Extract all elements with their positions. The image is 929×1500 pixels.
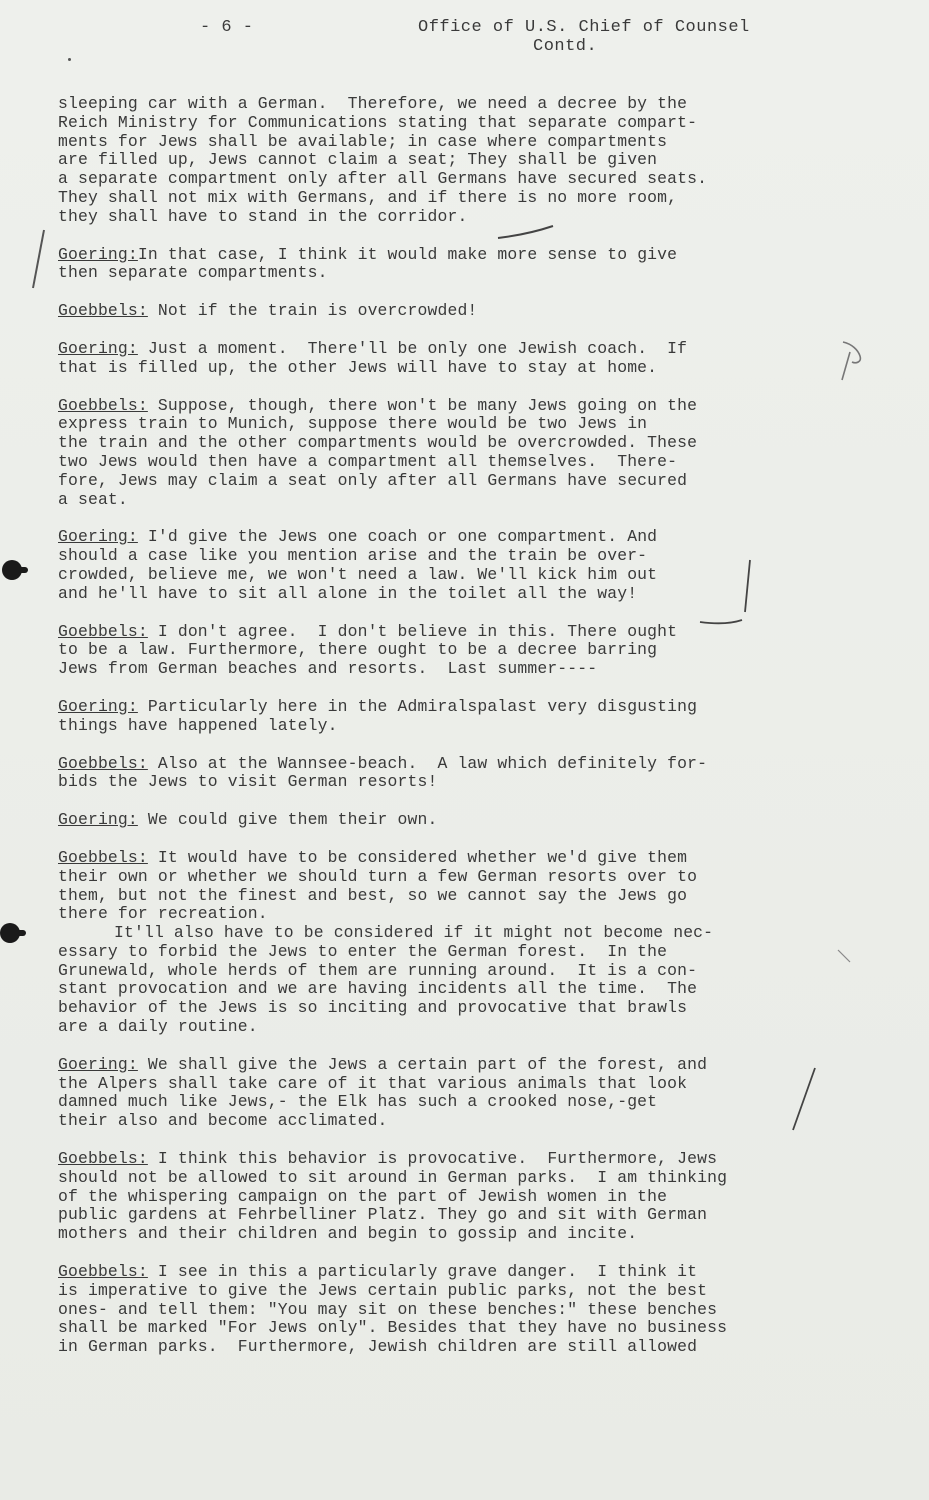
speaker-name: Goebbels: <box>58 301 148 321</box>
text-line: then separate compartments. <box>58 263 328 283</box>
transcript-paragraph <box>58 623 848 679</box>
text-line: ments for Jews shall be available; in case where compartments <box>58 131 668 151</box>
text-line: a seat. <box>58 489 128 509</box>
text-line: their own or whether we should turn a few German resorts over to <box>58 866 698 886</box>
page-number: - 6 - <box>200 18 254 37</box>
page-header <box>0 18 929 68</box>
punch-hole <box>2 560 22 580</box>
speaker-name: Goebbels: <box>58 621 148 641</box>
pencil-margin-line <box>33 230 44 288</box>
text-line: should not be allowed to sit around in German parks. I am thinking <box>58 1167 728 1187</box>
text-line: We could give them their own. <box>137 810 438 830</box>
transcript-body <box>58 95 848 1376</box>
speaker-name: Goebbels: <box>58 847 148 867</box>
text-line: Suppose, though, there won't be many Jews going on the <box>147 395 698 415</box>
text-line: essary to forbid the Jews to enter the German forest. In the <box>58 941 668 961</box>
transcript-paragraph <box>58 811 848 830</box>
text-line: to be a law. Furthermore, there ought to be a decree barring <box>58 640 658 660</box>
text-line: It'll also have to be considered if it might not become nec- <box>114 923 714 943</box>
text-line: is imperative to give the Jews certain public parks, not the best <box>58 1280 708 1300</box>
text-line: of the whispering campaign on the part of Jewish women in the <box>58 1186 668 1206</box>
transcript-paragraph <box>58 397 848 510</box>
text-line: ones- and tell them: "You may sit on these benches:" these benches <box>58 1299 718 1319</box>
speaker-name: Goering: <box>58 696 138 716</box>
speaker-name: Goebbels: <box>58 1262 148 1282</box>
text-line: sleeping car with a German. Therefore, we need a decree by the <box>58 94 688 113</box>
text-line: are a daily routine. <box>58 1017 258 1037</box>
text-line: They shall not mix with Germans, and if there is no more room, <box>58 187 678 207</box>
text-line: Reich Ministry for Communications stating that separate compart- <box>58 112 698 132</box>
text-line: We shall give the Jews a certain part of the forest, and <box>137 1054 708 1074</box>
text-line: in German parks. Furthermore, Jewish children are still allowed <box>58 1337 698 1357</box>
text-line: they shall have to stand in the corridor. <box>58 206 468 226</box>
stray-mark <box>68 58 71 61</box>
text-line: express train to Munich, suppose there would be two Jews in <box>58 414 648 434</box>
transcript-paragraph <box>58 698 848 736</box>
text-line: their also and become acclimated. <box>58 1111 388 1131</box>
text-line: Particularly here in the Admiralspalast very disgusting <box>137 696 698 716</box>
transcript-paragraph <box>58 95 848 227</box>
transcript-paragraph <box>58 1150 848 1244</box>
text-line: Jews from German beaches and resorts. Last summer---- <box>58 659 598 679</box>
text-line: and he'll have to sit all alone in the toilet all the way! <box>58 583 638 603</box>
text-line: crowded, believe me, we won't need a law. We'll kick him out <box>58 564 658 584</box>
transcript-paragraph <box>58 528 848 603</box>
text-line: I don't agree. I don't believe in this. There ought <box>147 621 678 641</box>
text-line: public gardens at Fehrbelliner Platz. They go and sit with German <box>58 1205 708 1225</box>
transcript-paragraph <box>58 340 848 378</box>
text-line: two Jews would then have a compartment all themselves. There- <box>58 451 678 471</box>
speaker-name: Goebbels: <box>58 1149 148 1169</box>
transcript-paragraph <box>58 849 848 1037</box>
speaker-name: Goering: <box>58 810 138 830</box>
speaker-name: Goebbels: <box>58 395 148 415</box>
transcript-paragraph <box>58 246 848 284</box>
text-line: In that case, I think it would make more sense to give <box>137 244 678 264</box>
text-line: Also at the Wannsee-beach. A law which definitely for- <box>147 753 708 773</box>
text-line: mothers and their children and begin to gossip and incite. <box>58 1224 638 1244</box>
text-line: the Alpers shall take care of it that various animals that look <box>58 1073 688 1093</box>
text-line: Grunewald, whole herds of them are running around. It is a con- <box>58 960 698 980</box>
transcript-paragraph <box>58 302 848 321</box>
text-line: that is filled up, the other Jews will have to stay at home. <box>58 357 658 377</box>
text-line: shall be marked "For Jews only". Besides that they have no business <box>58 1318 728 1338</box>
text-line: fore, Jews may claim a seat only after all Germans have secured <box>58 470 688 490</box>
text-line: It would have to be considered whether we'd give them <box>147 847 688 867</box>
text-line: I see in this a particularly grave danger. I think it <box>147 1262 698 1282</box>
text-line: damned much like Jews,- the Elk has such a crooked nose,-get <box>58 1092 658 1112</box>
text-line: bids the Jews to visit German resorts! <box>58 772 438 792</box>
speaker-name: Goering: <box>58 1054 138 1074</box>
text-line: I'd give the Jews one coach or one compartment. And <box>137 527 658 547</box>
speaker-name: Goering: <box>58 338 138 358</box>
text-line: stant provocation and we are having incidents all the time. The <box>58 979 698 999</box>
text-line: I think this behavior is provocative. Furthermore, Jews <box>147 1149 718 1169</box>
text-line: behavior of the Jews is so inciting and provocative that brawls <box>58 998 688 1018</box>
text-line: them, but not the finest and best, so we cannot say the Jews go <box>58 885 688 905</box>
text-line: a separate compartment only after all Germans have secured seats. <box>58 169 708 189</box>
continued-label: Contd. <box>533 37 598 56</box>
office-title: Office of U.S. Chief of Counsel <box>418 18 750 37</box>
text-line: the train and the other compartments would be overcrowded. These <box>58 433 698 453</box>
text-line: are filled up, Jews cannot claim a seat; They shall be given <box>58 150 658 170</box>
text-line: things have happened lately. <box>58 715 338 735</box>
transcript-paragraph <box>58 755 848 793</box>
text-line: Just a moment. There'll be only one Jewish coach. If <box>137 338 688 358</box>
transcript-paragraph <box>58 1056 848 1131</box>
speaker-name: Goering: <box>58 244 138 264</box>
text-line: there for recreation. <box>58 904 268 924</box>
speaker-name: Goering: <box>58 527 138 547</box>
transcript-paragraph <box>58 1263 848 1357</box>
text-line: should a case like you mention arise and the train be over- <box>58 546 648 566</box>
text-line: Not if the train is overcrowded! <box>147 301 478 321</box>
punch-hole <box>0 923 20 943</box>
speaker-name: Goebbels: <box>58 753 148 773</box>
